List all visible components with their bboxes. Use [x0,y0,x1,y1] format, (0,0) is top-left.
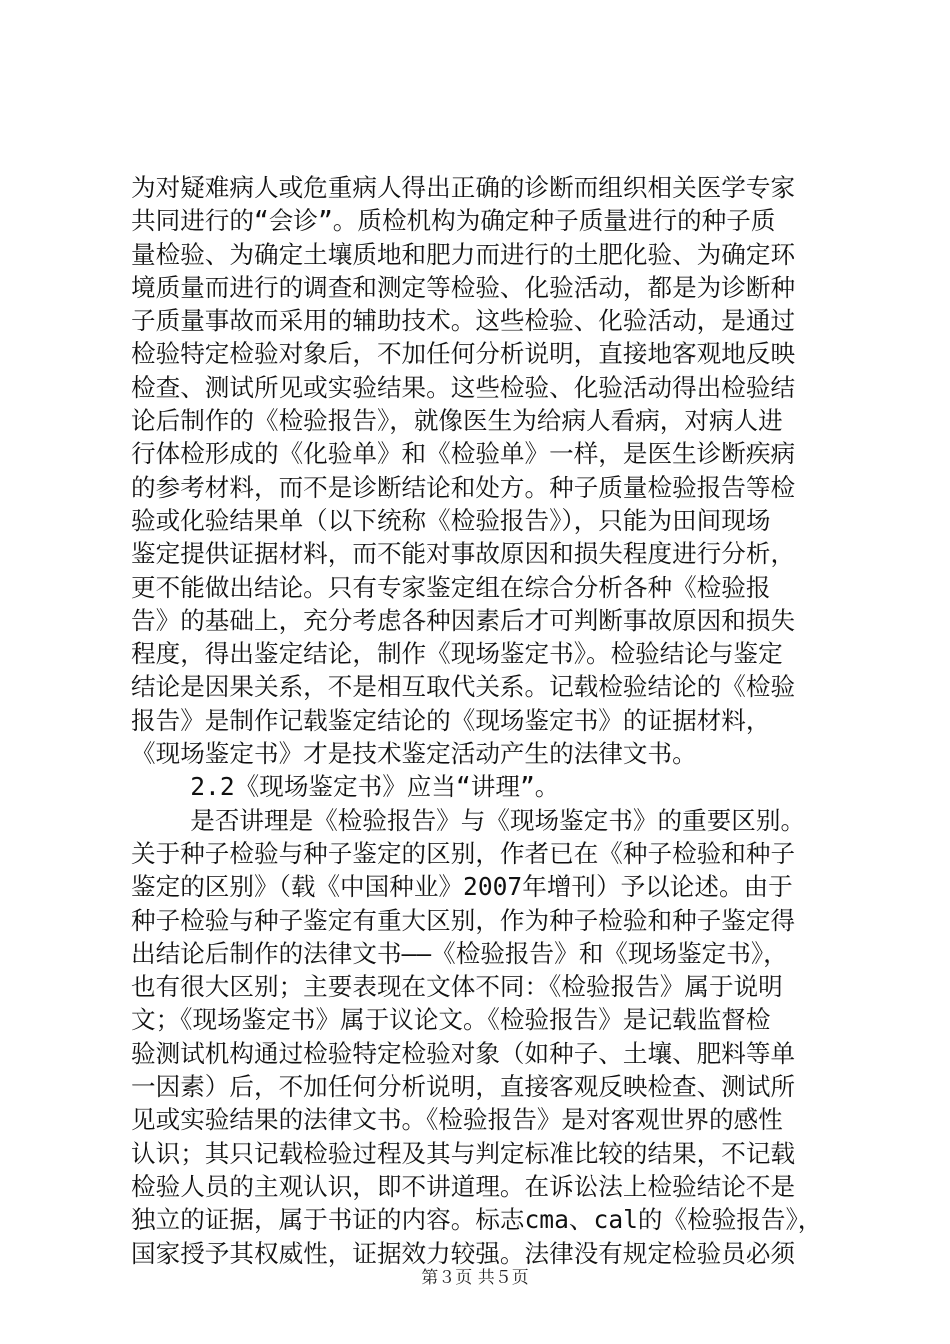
text-line: 检验人员的主观认识，即不讲道理。在诉讼法上检验结论不是 [131,1171,796,1201]
text-line: 行体检形成的《化验单》和《检验单》一样，是医生诊断疾病 [131,439,796,469]
text-line: 鉴定的区别》（载《中国种业》2007年增刊）予以论述。由于 [131,872,793,902]
text-line: 量检验、为确定土壤质地和肥力而进行的土肥化验、为确定环 [131,239,796,269]
text-line: 一因素）后，不加任何分析说明，直接客观反映检查、测试所 [131,1072,796,1102]
text-line: 独立的证据，属于书证的内容。标志cma、cal的《检验报告》， [131,1205,823,1235]
text-line: 子质量事故而采用的辅助技术。这些检验、化验活动，是通过 [131,306,796,336]
text-line: 报告》是制作记载鉴定结论的《现场鉴定书》的证据材料， [131,705,771,735]
text-line: 也有很大区别；主要表现在文体不同：《检验报告》属于说明 [131,972,783,1002]
text-line: 种子检验与种子鉴定有重大区别，作为种子检验和种子鉴定得 [131,905,796,935]
text-line: 检查、测试所见或实验结果。这些检验、化验活动得出检验结 [131,372,796,402]
text-line: 2.2《现场鉴定书》应当“讲理”。 [131,772,560,802]
page-footer: 第３页 共５页 [421,1268,529,1288]
text-line: 出结论后制作的法律文书——《检验报告》和《现场鉴定书》， [131,938,788,968]
text-line: 关于种子检验与种子鉴定的区别，作者已在《种子检验和种子 [131,838,796,868]
text-line: 告》的基础上，充分考虑各种因素后才可判断事故原因和损失 [131,605,796,635]
text-line: 《现场鉴定书》才是技术鉴定活动产生的法律文书。 [131,739,697,769]
text-line: 检验特定检验对象后，不加任何分析说明，直接地客观地反映 [131,339,796,369]
text-line: 论后制作的《检验报告》，就像医生为给病人看病，对病人进 [131,406,783,436]
text-line: 程度，得出鉴定结论，制作《现场鉴定书》。检验结论与鉴定 [131,639,783,669]
text-line: 境质量而进行的调查和测定等检验、化验活动，都是为诊断种 [131,272,796,302]
text-line: 共同进行的“会诊”。质检机构为确定种子质量进行的种子质 [131,206,776,236]
text-line: 验或化验结果单（以下统称《检验报告》），只能为田间现场 [131,505,771,535]
text-line: 鉴定提供证据材料，而不能对事故原因和损失程度进行分析， [131,539,796,569]
text-line: 见或实验结果的法律文书。《检验报告》是对客观世界的感性 [131,1105,783,1135]
text-line: 验测试机构通过检验特定检验对象（如种子、土壤、肥料等单 [131,1038,796,1068]
text-line: 国家授予其权威性，证据效力较强。法律没有规定检验员必须 [131,1238,796,1268]
text-line: 的参考材料，而不是诊断结论和处方。种子质量检验报告等检 [131,472,796,502]
text-line: 认识；其只记载检验过程及其与判定标准比较的结果，不记载 [131,1138,796,1168]
text-line: 是否讲理是《检验报告》与《现场鉴定书》的重要区别。 [131,805,806,835]
text-line: 更不能做出结论。只有专家鉴定组在综合分析各种《检验报 [131,572,771,602]
text-line: 结论是因果关系，不是相互取代关系。记载检验结论的《检验 [131,672,796,702]
text-line: 为对疑难病人或危重病人得出正确的诊断而组织相关医学专家 [131,173,796,202]
body-text [131,171,831,1270]
text-line: 文；《现场鉴定书》属于议论文。《检验报告》是记载监督检 [131,1005,771,1035]
